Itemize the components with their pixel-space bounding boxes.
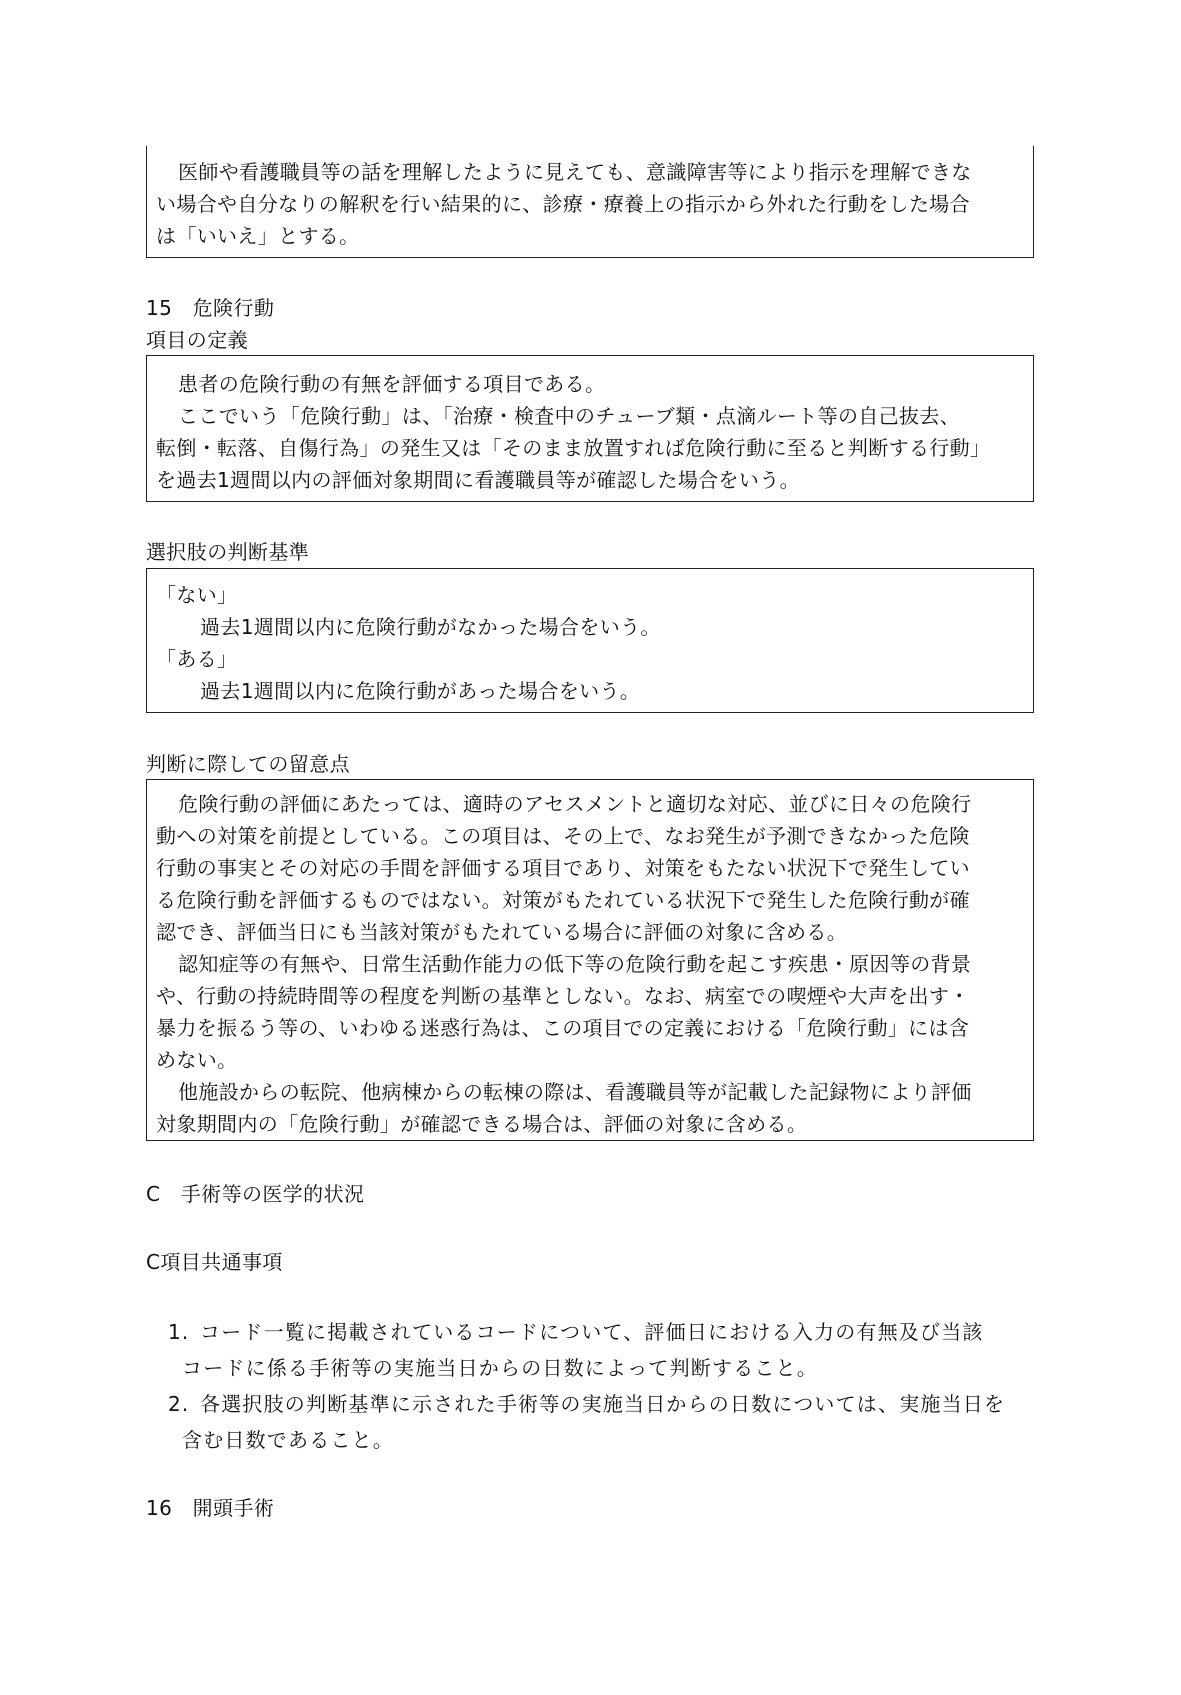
list-text: コード一覧に掲載されているコードについて、評価日における入力の有無及び当該 (200, 1320, 984, 1344)
text-line: い場合や自分なりの解釈を行い結果的に、診療・療養上の指示から外れた行動をした場合 (156, 192, 970, 216)
section-title: 15 危険行動 (146, 296, 275, 320)
criteria-desc: 過去1週間以内に危険行動がなかった場合をいう。 (200, 615, 661, 639)
text-line: 暴力を振るう等の、いわゆる迷惑行為は、この項目での定義における「危険行動」には含 (156, 1016, 970, 1040)
list-item (168, 1386, 1038, 1422)
list-number: 2. (168, 1392, 190, 1416)
text-line: 患者の危険行動の有無を評価する項目である。 (178, 372, 606, 396)
section-c-common-heading: C項目共通事項 (146, 1250, 283, 1274)
common-items-list (168, 1314, 1038, 1458)
criteria-desc: 過去1週間以内に危険行動があった場合をいう。 (200, 679, 641, 703)
definition-heading: 項目の定義 (146, 328, 248, 352)
list-number: 1. (168, 1320, 190, 1344)
section-16-title: 16 開頭手術 (146, 1496, 275, 1520)
text-line: る危険行動を評価するものではない。対策がもたれている状況下で発生した危険行動が確 (156, 888, 970, 912)
text-line: 危険行動の評価にあたっては、適時のアセスメントと適切な対応、並びに日々の危険行 (178, 792, 972, 816)
text-line: めない。 (156, 1048, 238, 1072)
criteria-box (146, 568, 1034, 713)
text-line: や、行動の持続時間等の程度を判断の基準としない。なお、病室での喫煙や大声を出す・ (156, 984, 970, 1008)
notes-box (146, 779, 1034, 1141)
text-line: 他施設からの転院、他病棟からの転棟の際は、看護職員等が記載した記録物により評価 (178, 1080, 972, 1104)
text-line: 動への対策を前提としている。この項目は、その上で、なお発生が予測できなかった危険 (156, 824, 970, 848)
notes-heading: 判断に際しての留意点 (146, 752, 350, 776)
text-line: 認知症等の有無や、日常生活動作能力の低下等の危険行動を起こす疾患・原因等の背景 (178, 952, 972, 976)
list-text: 各選択肢の判断基準に示された手術等の実施当日からの日数については、実施当日を (200, 1392, 1006, 1416)
definition-box (146, 355, 1034, 502)
text-line: 認でき、評価当日にも当該対策がもたれている場合に評価の対象に含める。 (156, 920, 848, 944)
text-line: 転倒・転落、自傷行為」の発生又は「そのまま放置すれば危険行動に至ると判断する行動」 (156, 436, 991, 460)
list-item (168, 1314, 1038, 1350)
section-c-title: C 手術等の医学的状況 (146, 1182, 365, 1206)
text-line: 対象期間内の「危険行動」が確認できる場合は、評価の対象に含める。 (156, 1112, 808, 1136)
list-item-continuation: 含む日数であること。 (182, 1428, 394, 1452)
criteria-label: 「ある」 (156, 647, 238, 671)
text-line: は「いいえ」とする。 (156, 224, 360, 248)
list-item-continuation: コードに係る手術等の実施当日からの日数によって判断すること。 (182, 1356, 818, 1380)
criteria-heading: 選択肢の判断基準 (146, 540, 310, 564)
criteria-label: 「ない」 (156, 583, 238, 607)
text-line: 行動の事実とその対応の手間を評価する項目であり、対策をもたない状況下で発生してい (156, 856, 970, 880)
text-line: を過去1週間以内の評価対象期間に看護職員等が確認した場合をいう。 (156, 468, 800, 492)
text-line: 医師や看護職員等の話を理解したように見えても、意識障害等により指示を理解できな (178, 160, 972, 184)
text-line: ここでいう「危険行動」は、「治療・検査中のチューブ類・点滴ルート等の自己抜去、 (178, 404, 961, 428)
continuation-box (146, 146, 1034, 258)
